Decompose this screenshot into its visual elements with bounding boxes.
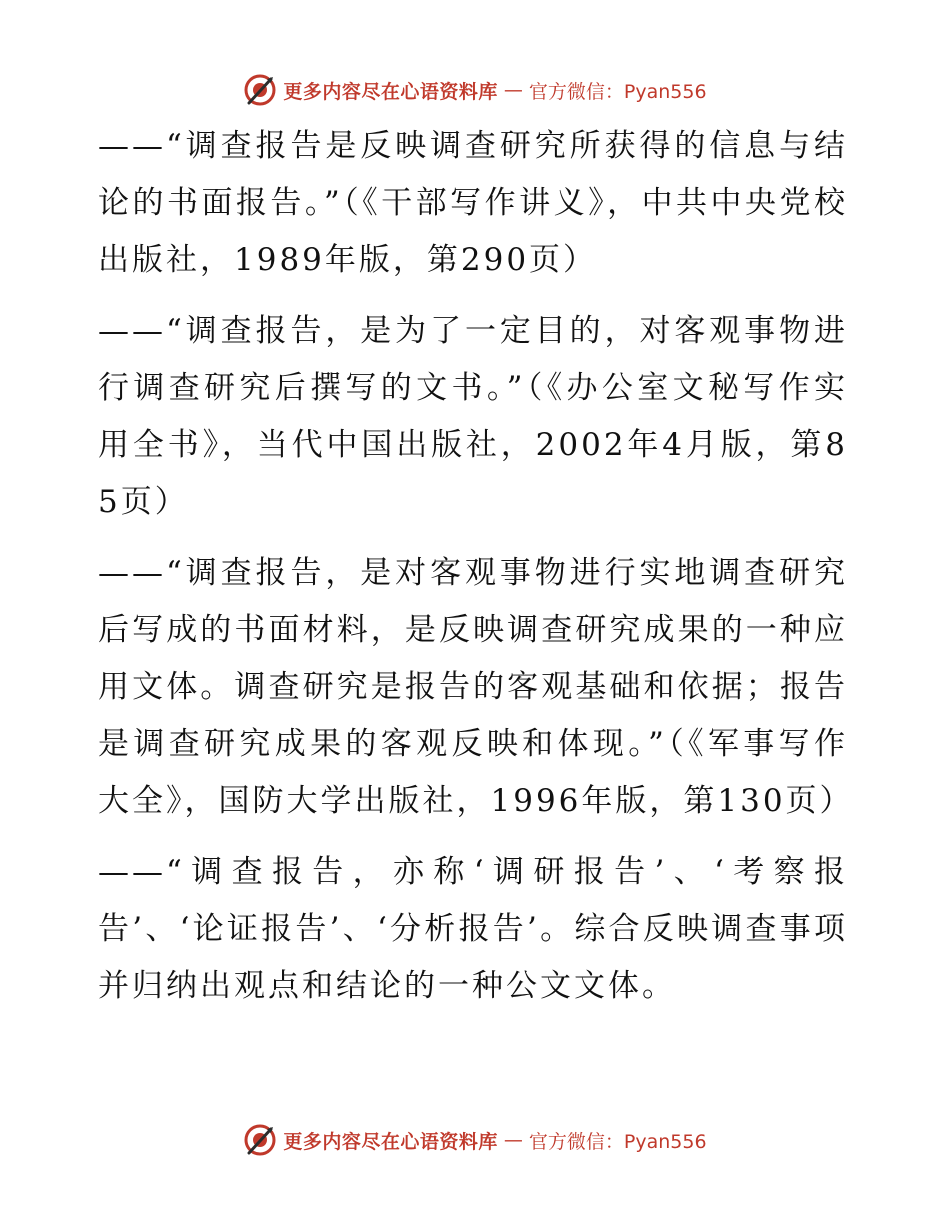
banner-dash: — [503,1129,523,1151]
banner-dash: — [503,79,523,101]
definition-paragraph-3: ——“调查报告，是对客观事物进行实地调查研究后写成的书面材料，是反映调查研究成果的一种应用文体。调查研究是报告的客观基础和依据；报告是调查研究成果的客观反映和体现。”（《军事写作大全》，国防大学出版社，1996年版，第130页） [98,555,854,819]
pen-circle-logo-icon [243,1123,277,1157]
definition-paragraph-1: ——“调查报告是反映调查研究所获得的信息与结论的书面报告。”（《干部写作讲义》，中共中央党校出版社，1989年版，第290页） [98,128,848,278]
banner-main-text: 更多内容尽在心语资料库 [283,1130,498,1153]
header-watermark-banner [0,70,950,110]
banner-wechat-text: 官方微信：Pyan556 [528,1130,707,1153]
definition-paragraph-2: ——“调查报告，是为了一定目的，对客观事物进行调查研究后撰写的文书。”（《办公室文秘写作实用全书》，当代中国出版社，2002年4月版，第85页） [98,313,848,520]
banner-wechat-text: 官方微信：Pyan556 [528,80,707,103]
footer-watermark-banner [0,1120,950,1160]
pen-circle-logo-icon [243,73,277,107]
definition-paragraph-4: ——“调查报告，亦称‘调研报告’、‘考察报告’、‘论证报告’、‘分析报告’。综合反映调查事项并归纳出观点和结论的一种公文文体。 [98,854,848,1004]
banner-main-text: 更多内容尽在心语资料库 [283,80,498,103]
document-body [98,118,854,1029]
